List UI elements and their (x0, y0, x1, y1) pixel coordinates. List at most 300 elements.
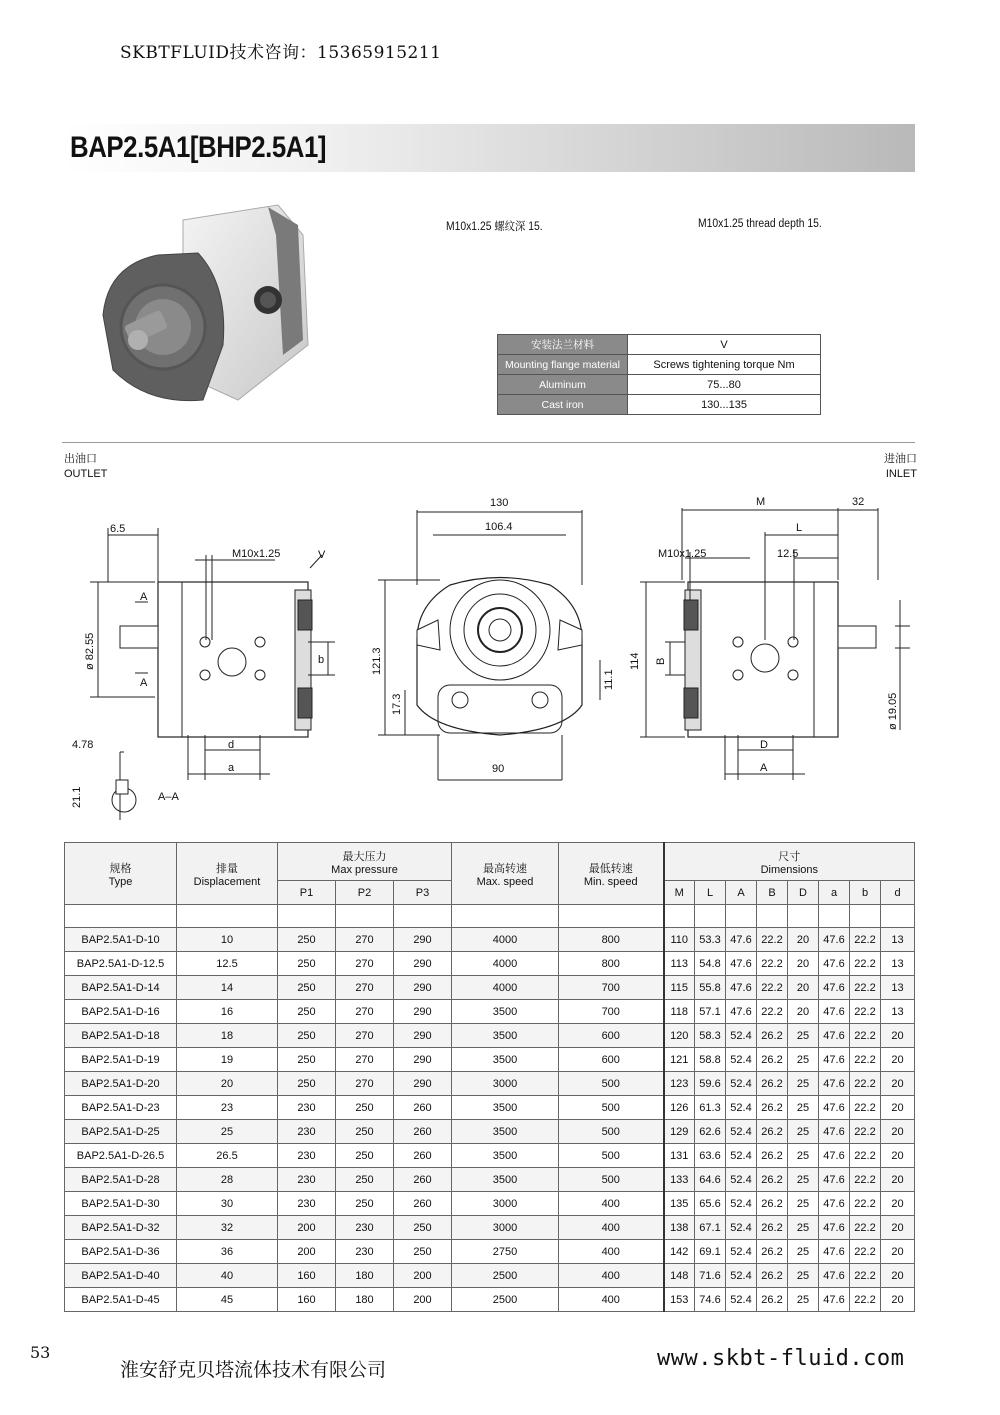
table-row (65, 1216, 915, 1240)
table-cell: 22.2 (850, 1168, 881, 1192)
table-cell: 47.6 (819, 1264, 850, 1288)
table-cell: 500 (559, 1096, 664, 1120)
table-cell: 260 (394, 1120, 452, 1144)
table-cell: 25 (788, 1096, 819, 1120)
torque-value: V (628, 335, 821, 355)
table-cell: 36 (177, 1240, 278, 1264)
table-cell: 13 (881, 952, 915, 976)
table-cell: 67.1 (695, 1216, 726, 1240)
company-name: 淮安舒克贝塔流体技术有限公司 (120, 1359, 387, 1381)
table-cell: 20 (881, 1168, 915, 1192)
dim-m: M (756, 496, 766, 508)
dim-dia-82: ø 82.55 (84, 632, 96, 670)
table-cell: 25 (788, 1240, 819, 1264)
table-cell: 22.2 (850, 1048, 881, 1072)
table-cell: 16 (177, 1000, 278, 1024)
table-cell: 14 (177, 976, 278, 1000)
table-row (65, 1168, 915, 1192)
col-dim: A (726, 881, 757, 905)
table-row (65, 928, 915, 952)
table-cell: 22.2 (757, 976, 788, 1000)
table-cell: 200 (394, 1288, 452, 1312)
table-cell: 290 (394, 952, 452, 976)
table-row (65, 1048, 915, 1072)
table-cell: 13 (881, 1000, 915, 1024)
divider (62, 442, 915, 443)
table-cell: 20 (881, 1096, 915, 1120)
table-cell: 32 (177, 1216, 278, 1240)
table-cell: 58.8 (695, 1048, 726, 1072)
table-cell: 65.6 (695, 1192, 726, 1216)
table-cell: BAP2.5A1-D-32 (65, 1216, 177, 1240)
table-row (65, 1264, 915, 1288)
unit-cell: mm (757, 905, 788, 928)
unit-cell: bar (336, 905, 394, 928)
unit-cell: (r/min) (559, 905, 664, 928)
table-cell: 133 (664, 1168, 695, 1192)
dim-a-top: A (140, 591, 148, 603)
table-cell: 138 (664, 1216, 695, 1240)
dim-21-1: 21.1 (71, 786, 83, 808)
table-cell: 20 (788, 1000, 819, 1024)
table-cell: 600 (559, 1024, 664, 1048)
technical-drawing (60, 490, 920, 835)
table-row (65, 1120, 915, 1144)
page-title: BAP2.5A1[BHP2.5A1] (70, 131, 327, 164)
table-cell: 22.2 (850, 1024, 881, 1048)
outlet-en: OUTLET (64, 468, 108, 480)
table-cell: BAP2.5A1-D-16 (65, 1000, 177, 1024)
unit-cell: mm (726, 905, 757, 928)
table-cell: 20 (881, 1264, 915, 1288)
table-cell: 230 (278, 1144, 336, 1168)
table-cell: 160 (278, 1288, 336, 1312)
table-cell: 26.2 (757, 1288, 788, 1312)
table-cell: 3500 (452, 1120, 559, 1144)
table-cell: 22.2 (850, 1216, 881, 1240)
table-cell: 153 (664, 1288, 695, 1312)
table-cell: 26.2 (757, 1120, 788, 1144)
table-cell: 19 (177, 1048, 278, 1072)
torque-table (497, 334, 821, 415)
table-cell: 25 (788, 1024, 819, 1048)
table-row (65, 1288, 915, 1312)
table-cell: 120 (664, 1024, 695, 1048)
table-cell: 20 (881, 1240, 915, 1264)
col-dim: d (881, 881, 915, 905)
table-cell: 52.4 (726, 1168, 757, 1192)
dim-12-5: 12.5 (777, 548, 799, 560)
table-cell: BAP2.5A1-D-36 (65, 1240, 177, 1264)
table-cell: 270 (336, 1024, 394, 1048)
spec-table (64, 842, 915, 1312)
table-cell: 55.8 (695, 976, 726, 1000)
torque-label: Aluminum (498, 375, 628, 395)
table-cell: 25 (788, 1120, 819, 1144)
col-displacement: 排量 Displacement (177, 843, 278, 905)
col-dim: L (695, 881, 726, 905)
table-cell: 61.3 (695, 1096, 726, 1120)
table-cell: 500 (559, 1144, 664, 1168)
table-cell: 250 (336, 1120, 394, 1144)
table-cell: 52.4 (726, 1240, 757, 1264)
col-p1: P1 (278, 881, 336, 905)
table-cell: 47.6 (819, 1216, 850, 1240)
table-cell: 22.2 (850, 976, 881, 1000)
table-cell: 180 (336, 1288, 394, 1312)
table-cell: 290 (394, 1000, 452, 1024)
col-dim: D (788, 881, 819, 905)
table-cell: 180 (336, 1264, 394, 1288)
table-cell: 52.4 (726, 1024, 757, 1048)
col-min-speed: 最低转速 Min. speed (559, 843, 664, 905)
table-cell: 250 (278, 1048, 336, 1072)
table-cell: 47.6 (819, 1144, 850, 1168)
table-cell: 20 (788, 952, 819, 976)
table-cell: 22.2 (757, 928, 788, 952)
table-row (65, 1000, 915, 1024)
table-cell: 13 (881, 976, 915, 1000)
table-cell: 47.6 (819, 1168, 850, 1192)
table-cell: 270 (336, 976, 394, 1000)
table-cell: 400 (559, 1264, 664, 1288)
dim-121-3: 121.3 (371, 647, 383, 675)
torque-row (498, 355, 821, 375)
table-cell: 40 (177, 1264, 278, 1288)
torque-value: Screws tightening torque Nm (628, 355, 821, 375)
table-cell: BAP2.5A1-D-12.5 (65, 952, 177, 976)
table-cell: 290 (394, 976, 452, 1000)
dim-4-78: 4.78 (72, 739, 94, 751)
table-cell: 3500 (452, 1144, 559, 1168)
table-cell: 600 (559, 1048, 664, 1072)
table-cell: 20 (177, 1072, 278, 1096)
table-row (65, 1240, 915, 1264)
unit-cell: mm (881, 905, 915, 928)
col-dim: b (850, 881, 881, 905)
table-cell: 22.2 (757, 1000, 788, 1024)
table-row (65, 1072, 915, 1096)
table-cell: 52.4 (726, 1288, 757, 1312)
spec-header-row (65, 843, 915, 881)
table-cell: 52.4 (726, 1192, 757, 1216)
table-cell: BAP2.5A1-D-40 (65, 1264, 177, 1288)
table-cell: 22.2 (850, 1096, 881, 1120)
table-cell: 47.6 (726, 952, 757, 976)
col-p3: P3 (394, 881, 452, 905)
table-cell: 22.2 (850, 1072, 881, 1096)
dim-90: 90 (492, 763, 505, 775)
table-cell: 250 (336, 1096, 394, 1120)
dim-thread-left: M10x1.25 (232, 548, 281, 560)
table-cell: 47.6 (819, 928, 850, 952)
table-cell: 20 (881, 1216, 915, 1240)
table-cell: 230 (336, 1240, 394, 1264)
table-cell: 700 (559, 976, 664, 1000)
table-cell: 69.1 (695, 1240, 726, 1264)
unit-cell: bar (278, 905, 336, 928)
table-cell: 250 (278, 928, 336, 952)
table-cell: 52.4 (726, 1144, 757, 1168)
table-cell: 400 (559, 1216, 664, 1240)
table-cell: 800 (559, 952, 664, 976)
table-cell: 47.6 (819, 1096, 850, 1120)
table-cell: 26.2 (757, 1072, 788, 1096)
table-cell: 57.1 (695, 1000, 726, 1024)
col-dimensions: 尺寸 Dimensions (664, 843, 915, 881)
table-cell: 500 (559, 1168, 664, 1192)
dim-dia-19: ø 19.05 (887, 692, 899, 730)
torque-label: 安装法兰材料 (498, 335, 628, 355)
table-cell: 148 (664, 1264, 695, 1288)
table-cell: 47.6 (819, 1192, 850, 1216)
table-cell: 500 (559, 1120, 664, 1144)
table-cell: 200 (278, 1240, 336, 1264)
dim-a-small: a (228, 762, 235, 774)
dim-d-small: d (228, 739, 235, 751)
dim-32: 32 (852, 496, 865, 508)
table-cell: 500 (559, 1072, 664, 1096)
table-cell: 47.6 (819, 1240, 850, 1264)
outlet-label (64, 452, 107, 482)
dim-6-5: 6.5 (110, 523, 126, 535)
dim-b-large: B (655, 657, 667, 665)
table-cell: 52.4 (726, 1216, 757, 1240)
table-cell: 22.2 (850, 1144, 881, 1168)
table-cell: BAP2.5A1-D-28 (65, 1168, 177, 1192)
table-cell: 52.4 (726, 1120, 757, 1144)
table-cell: 400 (559, 1288, 664, 1312)
table-cell: 25 (177, 1120, 278, 1144)
pump-photo (88, 195, 328, 415)
table-cell: 26.2 (757, 1024, 788, 1048)
unit-cell: mm (850, 905, 881, 928)
table-cell: 25 (788, 1192, 819, 1216)
table-cell: 22.2 (850, 1120, 881, 1144)
table-cell: 13 (881, 928, 915, 952)
col-type: 规格 Type (65, 843, 177, 905)
section-label: A–A (158, 791, 179, 803)
table-cell: 2500 (452, 1288, 559, 1312)
table-cell: 230 (278, 1096, 336, 1120)
table-cell: 22.2 (850, 1264, 881, 1288)
col-max-speed: 最高转速 Max. speed (452, 843, 559, 905)
table-cell: 700 (559, 1000, 664, 1024)
table-cell: BAP2.5A1-D-45 (65, 1288, 177, 1312)
table-cell: 3000 (452, 1072, 559, 1096)
table-cell: BAP2.5A1-D-19 (65, 1048, 177, 1072)
table-row (65, 976, 915, 1000)
table-row (65, 1192, 915, 1216)
table-cell: 250 (278, 1000, 336, 1024)
table-cell: 270 (336, 928, 394, 952)
table-cell: 22.2 (850, 1000, 881, 1024)
table-cell: 25 (788, 1144, 819, 1168)
table-cell: 126 (664, 1096, 695, 1120)
torque-row (498, 375, 821, 395)
thread-note-en: M10x1.25 thread depth 15. (698, 218, 822, 230)
table-cell: 47.6 (819, 976, 850, 1000)
table-cell: 18 (177, 1024, 278, 1048)
table-cell: 47.6 (819, 1120, 850, 1144)
table-row (65, 1144, 915, 1168)
website-link[interactable]: www.skbt-fluid.com (657, 1346, 905, 1371)
table-cell: 3500 (452, 1048, 559, 1072)
inlet-label (884, 452, 917, 482)
table-cell: 26.2 (757, 1216, 788, 1240)
unit-cell: bar (394, 905, 452, 928)
table-cell: 22.2 (850, 1192, 881, 1216)
table-cell: 20 (881, 1072, 915, 1096)
table-cell: 800 (559, 928, 664, 952)
table-cell: BAP2.5A1-D-23 (65, 1096, 177, 1120)
dim-130: 130 (490, 497, 509, 509)
table-cell: 22.2 (850, 1288, 881, 1312)
table-cell: 135 (664, 1192, 695, 1216)
col-dim: M (664, 881, 695, 905)
outlet-cn: 出油口 (64, 453, 97, 465)
col-dim: a (819, 881, 850, 905)
table-cell: 2750 (452, 1240, 559, 1264)
table-cell: BAP2.5A1-D-30 (65, 1192, 177, 1216)
dim-a-large: A (760, 762, 768, 774)
table-cell: 26.2 (757, 1144, 788, 1168)
table-cell: 115 (664, 976, 695, 1000)
table-cell: 250 (394, 1240, 452, 1264)
dim-b-small: b (318, 654, 325, 666)
table-cell: 4000 (452, 976, 559, 1000)
table-cell: 47.6 (819, 952, 850, 976)
table-cell: 59.6 (695, 1072, 726, 1096)
table-cell: BAP2.5A1-D-10 (65, 928, 177, 952)
table-cell: 25 (788, 1048, 819, 1072)
table-cell: 63.6 (695, 1144, 726, 1168)
table-cell: 270 (336, 952, 394, 976)
dim-l: L (796, 522, 803, 534)
table-cell: 260 (394, 1192, 452, 1216)
dim-17-3: 17.3 (391, 693, 403, 715)
table-cell: 26.2 (757, 1240, 788, 1264)
table-cell: 52.4 (726, 1096, 757, 1120)
table-cell: 10 (177, 928, 278, 952)
table-cell: 20 (881, 1288, 915, 1312)
col-max-pressure: 最大压力 Max pressure (278, 843, 452, 881)
table-cell: 26.5 (177, 1144, 278, 1168)
col-p2: P2 (336, 881, 394, 905)
torque-row (498, 395, 821, 415)
table-cell: 20 (881, 1024, 915, 1048)
table-cell: 3000 (452, 1192, 559, 1216)
units-row (65, 905, 915, 928)
table-cell: 22.2 (850, 952, 881, 976)
dim-11-1: 11.1 (603, 669, 615, 690)
table-cell: 47.6 (726, 976, 757, 1000)
table-cell: 20 (881, 1120, 915, 1144)
table-cell: 22.2 (850, 1240, 881, 1264)
table-cell: 123 (664, 1072, 695, 1096)
table-cell: 54.8 (695, 952, 726, 976)
table-cell: 26.2 (757, 1192, 788, 1216)
table-cell: 20 (881, 1048, 915, 1072)
table-cell: 260 (394, 1144, 452, 1168)
table-row (65, 952, 915, 976)
table-cell: 270 (336, 1000, 394, 1024)
table-cell: 250 (278, 976, 336, 1000)
table-cell: 47.6 (819, 1072, 850, 1096)
table-cell: BAP2.5A1-D-20 (65, 1072, 177, 1096)
table-cell: 25 (788, 1216, 819, 1240)
table-cell: 142 (664, 1240, 695, 1264)
table-cell: 270 (336, 1048, 394, 1072)
table-cell: 200 (278, 1216, 336, 1240)
table-cell: 250 (336, 1168, 394, 1192)
table-cell: 260 (394, 1168, 452, 1192)
torque-value: 130...135 (628, 395, 821, 415)
table-cell: 290 (394, 1072, 452, 1096)
table-cell: 62.6 (695, 1120, 726, 1144)
unit-cell: mm (788, 905, 819, 928)
table-cell: BAP2.5A1-D-18 (65, 1024, 177, 1048)
torque-row (498, 335, 821, 355)
table-cell: 53.3 (695, 928, 726, 952)
table-cell: 47.6 (819, 1024, 850, 1048)
table-cell: 47.6 (819, 1000, 850, 1024)
table-cell: 131 (664, 1144, 695, 1168)
side-view-outlet (71, 523, 335, 820)
table-cell: 110 (664, 928, 695, 952)
table-cell: 52.4 (726, 1072, 757, 1096)
table-cell: 4000 (452, 928, 559, 952)
table-cell: BAP2.5A1-D-25 (65, 1120, 177, 1144)
table-cell: 250 (394, 1216, 452, 1240)
dim-v: V (318, 549, 326, 561)
header-note: SKBTFLUID技术咨询：15365915211 (120, 43, 442, 63)
table-cell: 129 (664, 1120, 695, 1144)
table-row (65, 1096, 915, 1120)
table-cell: 113 (664, 952, 695, 976)
unit-cell (65, 905, 177, 928)
table-cell: 30 (177, 1192, 278, 1216)
table-cell: 26.2 (757, 1168, 788, 1192)
table-cell: 200 (394, 1264, 452, 1288)
dim-114: 114 (629, 652, 641, 670)
table-cell: 290 (394, 1048, 452, 1072)
table-cell: 25 (788, 1288, 819, 1312)
table-cell: 64.6 (695, 1168, 726, 1192)
table-cell: 121 (664, 1048, 695, 1072)
front-view (371, 497, 615, 780)
unit-cell: mm (695, 905, 726, 928)
table-cell: 230 (278, 1168, 336, 1192)
inlet-en: INLET (885, 468, 917, 480)
table-cell: 20 (881, 1192, 915, 1216)
table-cell: 47.6 (819, 1288, 850, 1312)
table-cell: 20 (788, 928, 819, 952)
table-cell: 20 (881, 1144, 915, 1168)
unit-cell: (cm³/rev) (177, 905, 278, 928)
torque-label: Cast iron (498, 395, 628, 415)
table-cell: 26.2 (757, 1096, 788, 1120)
table-cell: 23 (177, 1096, 278, 1120)
table-cell: 250 (336, 1192, 394, 1216)
table-cell: 230 (336, 1216, 394, 1240)
unit-cell: (r/min) (452, 905, 559, 928)
table-row (65, 1024, 915, 1048)
table-cell: 52.4 (726, 1048, 757, 1072)
table-cell: 290 (394, 1024, 452, 1048)
table-cell: 47.6 (726, 1000, 757, 1024)
side-view-inlet (629, 496, 910, 780)
